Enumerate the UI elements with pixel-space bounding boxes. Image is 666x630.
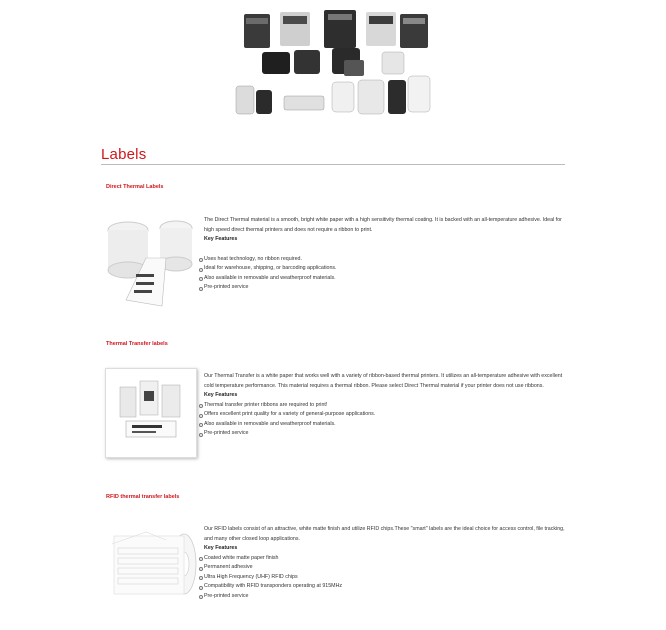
list-item: Uses heat technology, no ribbon required. [204, 255, 566, 265]
feature-list [204, 255, 566, 293]
direct-thermal-labels-image [106, 208, 196, 308]
section-title-thermal-transfer: Thermal Transfer labels [106, 341, 168, 347]
section-title-rfid: RFID thermal transfer labels [106, 494, 180, 500]
thermal-transfer-labels-image [106, 369, 196, 457]
printers-group-image [232, 8, 432, 122]
feature-list [204, 401, 566, 439]
list-item: Also available in removable and weatherproof materials. [204, 420, 566, 430]
key-features-label: Key Features [204, 545, 238, 551]
list-item: Pre-printed service [204, 592, 566, 602]
page-title: Labels [101, 146, 147, 163]
rfid-labels-image [106, 526, 198, 602]
list-item: Compatibility with RFID transponders operating at 915MHz [204, 582, 566, 592]
list-item: Pre-printed service [204, 429, 566, 439]
list-item: Ultra High Frequency (UHF) RFID chips [204, 573, 566, 583]
key-features-label: Key Features [204, 236, 238, 242]
list-item: Coated white matte paper finish [204, 554, 566, 564]
list-item: Also available in removable and weatherproof materials. [204, 274, 566, 284]
list-item: Thermal transfer printer ribbons are required to print! [204, 401, 566, 411]
list-item: Pre-printed service [204, 283, 566, 293]
section-body-direct-thermal [204, 216, 566, 293]
section-body-rfid [204, 525, 566, 601]
feature-list [204, 554, 566, 602]
list-item: Ideal for warehouse, shipping, or barcoding applications. [204, 264, 566, 274]
section-body-thermal-transfer [204, 372, 566, 439]
list-item: Permanent adhesive [204, 563, 566, 573]
list-item: Offers excellent print quality for a variety of general-purpose applications. [204, 410, 566, 420]
key-features-label: Key Features [204, 392, 238, 398]
section-description: Our RFID labels consist of an attractive, white matte finish and utilize RFID chips.These "smart" labels are the ideal choice for access control, file tracking, and many other closed loop applications. [204, 526, 565, 542]
thermal-transfer-image-frame [105, 368, 197, 458]
section-description: The Direct Thermal material is a smooth, bright white paper with a high sensitivity thermal coating. It is backed with an all-temperature adhesive. Ideal for high speed direct thermal printers and does not require a ribbon to print. [204, 217, 562, 233]
title-divider [101, 164, 565, 165]
section-title-direct-thermal: Direct Thermal Labels [106, 184, 164, 190]
section-description: Our Thermal Transfer is a white paper that works well with a variety of ribbon-based thermal printers. It utilizes an all-temperature adhesive with excellent cold temperature performance. This material requires a thermal ribbon. Please select Direct Thermal material if your printer does not use ribbons. [204, 373, 563, 389]
